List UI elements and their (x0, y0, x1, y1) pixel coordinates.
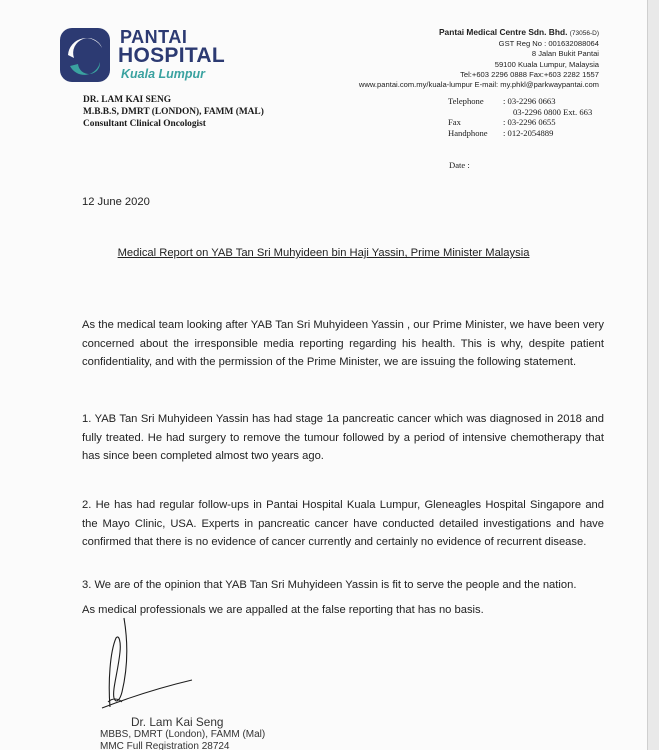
web-email: www.pantai.com.my/kuala-lumpur E-mail: my.phkl@parkwaypantai.com (358, 80, 599, 90)
company-reg: (73056-D) (569, 30, 599, 37)
paragraph-point-2: 2. He has had regular follow-ups in Pantai Hospital Kuala Lumpur, Gleneagles Hospital Singapore and the Mayo Clinic, USA. Experts in pancreatic cancer have conducted detailed investigations and have confirmed that there is no evidence of cancer currently and certainly no evidence of recurrent disease. (82, 499, 604, 549)
tel-fax: Tel:+603 2296 0888 Fax:+603 2282 1557 (460, 69, 599, 79)
paragraph-point-3: 3. We are of the opinion that YAB Tan Sri Muhyideen Yassin is fit to serve the people and the nation. (82, 579, 577, 591)
paragraph-point-1: 1. YAB Tan Sri Muhyideen Yassin has had stage 1a pancreatic cancer which was diagnosed in 2018 and fully treated. He had surgery to remove the tumour followed by a period of intensive chemotherapy that has since been completed almost two years ago. (82, 413, 604, 463)
fax-number: : 03-2296 0655 (503, 117, 556, 128)
company-name-line (359, 27, 599, 39)
address-line-2: 59100 Kuala Lumpur, Malaysia (494, 59, 599, 69)
pantai-logo-icon (60, 28, 110, 82)
telephone-2: 03-2296 0800 Ext. 663 (513, 106, 593, 117)
report-title: Medical Report on YAB Tan Sri Muhyideen bin Haji Yassin, Prime Minister Malaysia (117, 247, 530, 259)
contact-block (448, 96, 592, 138)
doctor-title: Consultant Clinical Oncologist (83, 119, 206, 129)
handphone-number: : 012-2054889 (503, 127, 554, 138)
telephone-label: Telephone (448, 96, 484, 106)
signer-qualifications: MBBS, DMRT (London), FAMM (Mal) (100, 728, 266, 740)
signer-block (100, 716, 265, 750)
telephone-1: : 03-2296 0663 (503, 96, 556, 106)
handwritten-signature (88, 612, 198, 722)
logo-text-pantai: PANTAI (120, 27, 188, 47)
doctor-name: DR. LAM KAI SENG (83, 95, 172, 105)
gst-number: GST Reg No : 001632088064 (498, 39, 599, 49)
letter-date: 12 June 2020 (82, 196, 150, 208)
fax-label: Fax (448, 117, 461, 128)
address-line-1: 8 Jalan Bukit Pantai (531, 49, 599, 59)
logo-text-hospital: HOSPITAL (118, 44, 226, 67)
signer-name: Dr. Lam Kai Seng (131, 715, 224, 729)
company-name: Pantai Medical Centre Sdn. Bhd. (438, 27, 568, 37)
date-label: Date : (449, 160, 470, 170)
company-address-block (359, 27, 599, 90)
paragraph-intro: As the medical team looking after YAB Tan Sri Muhyideen Yassin , our Prime Minister, we have been very concerned about the irresponsible media reporting regarding his health. This is why, despite patient confidentiality, and with the permission of the Prime Minister, we are issuing the following statement. (82, 319, 604, 369)
signer-registration: MMC Full Registration 28724 (100, 741, 230, 750)
paragraph-closing: As medical professionals we are appalled at the false reporting that has no basis. (82, 604, 484, 616)
logo-text-location: Kuala Lumpur (121, 67, 206, 81)
handphone-label: Handphone (448, 127, 488, 138)
doctor-qualifications: M.B.B.S, DMRT (LONDON), FAMM (MAL) (83, 107, 264, 117)
doctor-block (83, 94, 264, 130)
